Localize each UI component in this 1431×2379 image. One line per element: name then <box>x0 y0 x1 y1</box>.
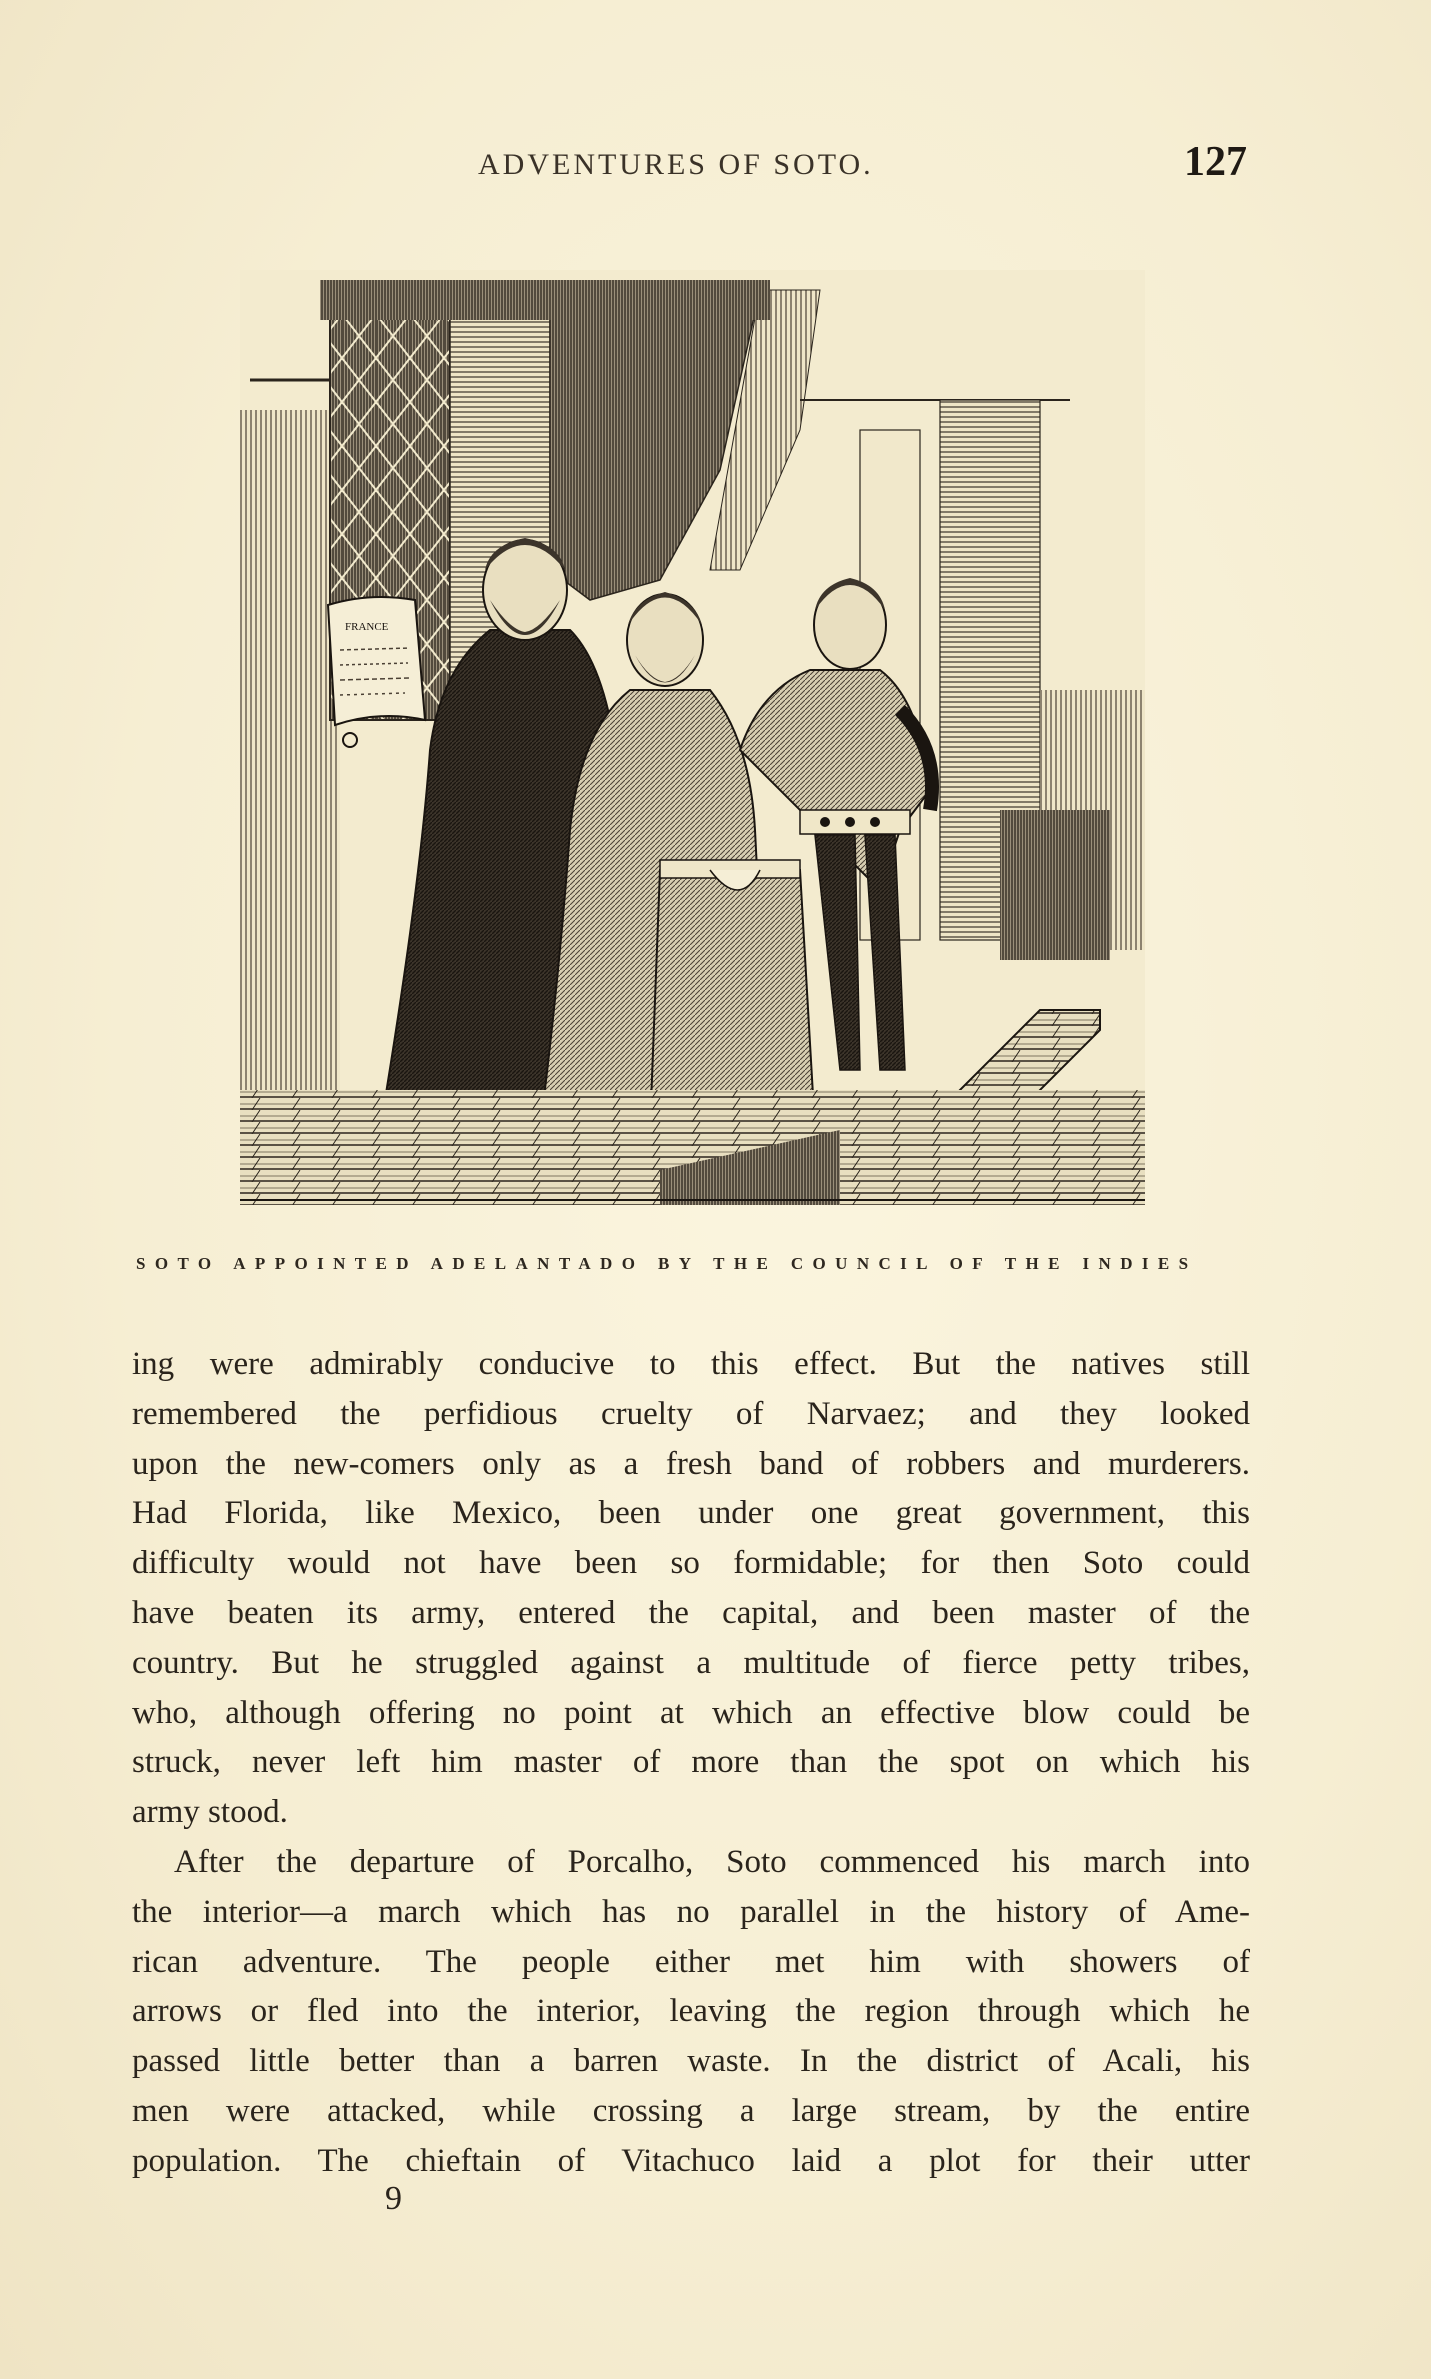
text-line: have beaten its army, entered the capital, and been master of the <box>132 1594 1250 1631</box>
running-head: ADVENTURES OF SOTO. <box>478 148 874 181</box>
text-line: population. The chieftain of Vitachuco laid a plot for their utter <box>132 2142 1250 2179</box>
text-line: the interior—a march which has no parallel in the history of Ame- <box>132 1893 1250 1930</box>
text-line: men were attacked, while crossing a large stream, by the entire <box>132 2092 1250 2129</box>
text-line: arrows or fled into the interior, leaving the region through which he <box>132 1993 1250 2030</box>
text-line: army stood. <box>132 1794 288 1831</box>
text-line: ing were admirably conducive to this effect. But the natives still <box>132 1346 1250 1382</box>
text-line: country. But he struggled against a multitude of fierce petty tribes, <box>132 1644 1250 1681</box>
engraving-illustration <box>240 270 1145 1205</box>
body-text <box>132 1340 1250 2187</box>
text-line: Had Florida, like Mexico, been under one great government, this <box>132 1495 1250 1532</box>
text-line: difficulty would not have been so formidable; for then Soto could <box>132 1545 1250 1582</box>
text-line: remembered the perfidious cruelty of Narvaez; and they looked <box>132 1395 1250 1432</box>
scroll-text: FRANCE <box>345 621 389 633</box>
text-line: passed little better than a barren waste. In the district of Acali, his <box>132 2043 1250 2080</box>
text-line: upon the new-comers only as a fresh band of robbers and murderers. <box>132 1445 1250 1482</box>
page-number: 127 <box>1184 139 1247 185</box>
signature-mark: 9 <box>385 2180 402 2217</box>
text-line: who, although offering no point at which an effective blow could be <box>132 1694 1250 1731</box>
text-line: rican adventure. The people either met him with showers of <box>132 1943 1250 1980</box>
figure-caption: SOTO APPOINTED ADELANTADO BY THE COUNCIL OF THE INDIES <box>136 1254 1198 1273</box>
text-line: After the departure of Porcalho, Soto commenced his march into <box>174 1843 1250 1880</box>
text-line: struck, never left him master of more than the spot on which his <box>132 1744 1250 1781</box>
